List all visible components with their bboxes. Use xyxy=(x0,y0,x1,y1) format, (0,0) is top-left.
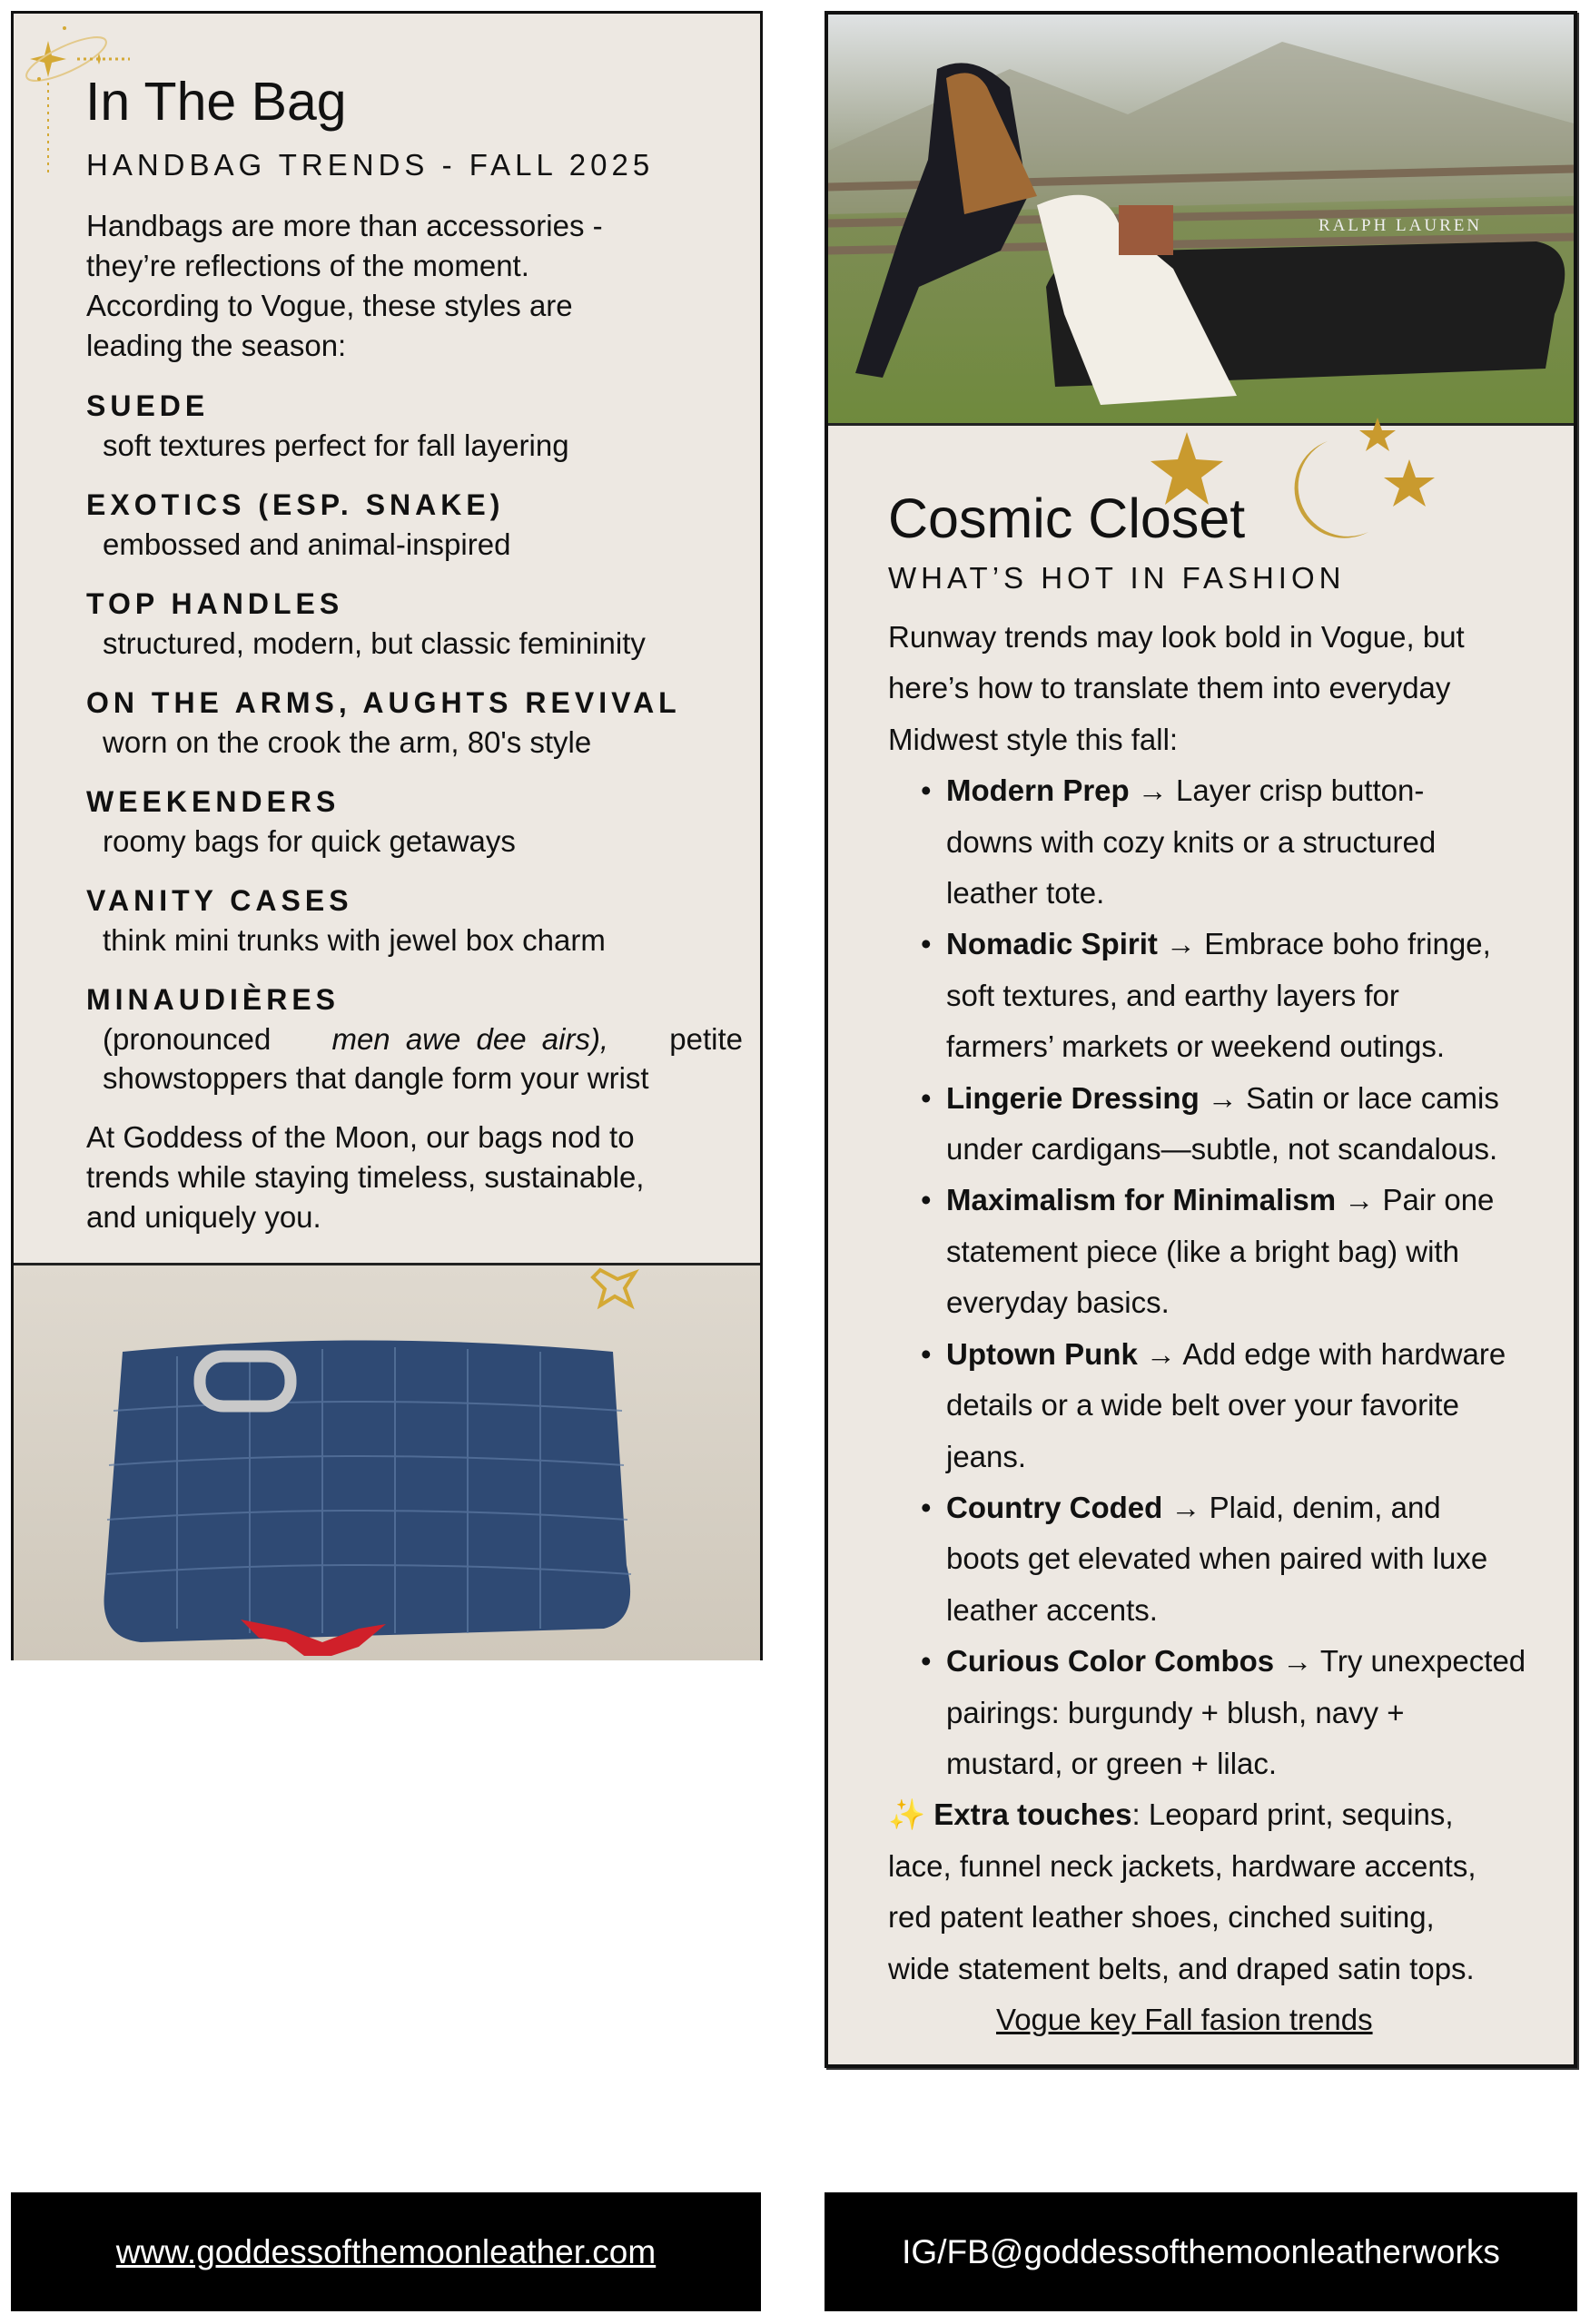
text-line: boots get elevated when paired with luxe xyxy=(946,1541,1488,1576)
trend-desc xyxy=(86,1019,743,1059)
trend-bullet-color-combos xyxy=(888,1636,1526,1789)
bullet-icon: • xyxy=(921,1080,932,1115)
closing-line: At Goddess of the Moon, our bags nod to xyxy=(86,1120,635,1154)
pronunciation: men awe dee airs), xyxy=(331,1022,609,1056)
trend-desc: showstoppers that dangle form your wrist xyxy=(103,1061,649,1095)
handbag-photo xyxy=(14,1263,760,1660)
text-line: Pair one xyxy=(1382,1183,1495,1217)
trend-heading: SUEDE xyxy=(86,389,210,422)
text-line: Layer crisp button- xyxy=(1176,773,1425,808)
trend-exotics xyxy=(86,486,743,564)
website-footer xyxy=(11,2192,761,2311)
trend-vanity-cases xyxy=(86,881,743,960)
extra-title: Extra touches xyxy=(933,1797,1132,1832)
text-line: pairings: burgundy + blush, navy + xyxy=(946,1695,1405,1729)
bullet-title: Nomadic Spirit xyxy=(946,927,1158,961)
text-line: under cardigans—subtle, not scandalous. xyxy=(946,1132,1498,1167)
arrow-icon: → xyxy=(1166,927,1197,961)
left-content xyxy=(86,206,743,1237)
social-footer xyxy=(825,2192,1577,2311)
text-line: red patent leather shoes, cinched suiting, xyxy=(888,1900,1435,1935)
closing-line: and uniquely you. xyxy=(86,1200,321,1234)
intro-paragraph xyxy=(86,206,743,366)
bullet-title: Maximalism for Minimalism xyxy=(946,1183,1337,1217)
bullet-icon: • xyxy=(921,927,932,961)
trend-desc: embossed and animal-inspired xyxy=(103,527,511,561)
text-line: farmers’ markets or weekend outings. xyxy=(946,1029,1445,1064)
trend-heading: VANITY CASES xyxy=(86,884,353,917)
trend-desc: soft textures perfect for fall layering xyxy=(103,428,569,462)
ralph-lauren-photo xyxy=(828,15,1574,426)
text-line: leather tote. xyxy=(946,876,1105,911)
bullet-icon: • xyxy=(921,1183,932,1217)
bullet-title: Uptown Punk xyxy=(946,1336,1138,1371)
trend-bullet-lingerie-dressing xyxy=(888,1073,1526,1176)
arrow-icon: → xyxy=(1145,1336,1176,1371)
bullet-title: Modern Prep xyxy=(946,773,1130,808)
trend-minaudieres xyxy=(86,980,743,1098)
text-line: leather accents. xyxy=(946,1592,1158,1627)
bullet-title: Curious Color Combos xyxy=(946,1644,1275,1679)
right-content xyxy=(888,612,1526,2045)
intro-line: According to Vogue, these styles are xyxy=(86,289,573,322)
intro-line: Midwest style this fall: xyxy=(888,722,1179,756)
trend-heading: TOP HANDLES xyxy=(86,587,344,620)
in-the-bag-panel xyxy=(11,11,763,1660)
trend-heading: MINAUDIÈRES xyxy=(86,983,341,1016)
bullet-icon: • xyxy=(921,1336,932,1371)
bullet-icon: • xyxy=(921,773,932,808)
text-line: mustard, or green + lilac. xyxy=(946,1746,1278,1780)
intro-line: Handbags are more than accessories - xyxy=(86,209,603,242)
trend-desc: roomy bags for quick getaways xyxy=(103,824,516,858)
text-line: Plaid, denim, and xyxy=(1209,1490,1441,1524)
trend-desc: worn on the crook the arm, 80's style xyxy=(103,725,592,759)
arrow-icon: → xyxy=(1137,773,1168,808)
website-link[interactable]: www.goddessofthemoonleather.com xyxy=(115,2232,657,2270)
trend-heading: WEEKENDERS xyxy=(86,785,341,818)
trend-bullet-nomadic-spirit xyxy=(888,919,1526,1072)
trend-heading: ON THE ARMS, AUGHTS REVIVAL xyxy=(86,686,681,719)
trend-suede xyxy=(86,387,743,465)
text-line: Embrace boho fringe, xyxy=(1204,927,1491,961)
text-line: lace, funnel neck jackets, hardware accents, xyxy=(888,1848,1476,1883)
text-line: statement piece (like a bright bag) with xyxy=(946,1234,1459,1268)
arrow-icon: → xyxy=(1344,1183,1375,1217)
subtitle: HANDBAG TRENDS - FALL 2025 xyxy=(86,148,655,182)
vogue-trends-link[interactable]: Vogue key Fall fasion trends xyxy=(996,2002,1373,2036)
trend-bullet-uptown-punk xyxy=(888,1329,1526,1482)
photo-caption: RALPH LAUREN xyxy=(1318,216,1483,235)
cosmic-closet-panel xyxy=(825,11,1577,2068)
bullet-title: Country Coded xyxy=(946,1490,1163,1524)
arrow-icon: → xyxy=(1207,1080,1238,1115)
closing-paragraph xyxy=(86,1118,743,1237)
closing-line: trends while staying timeless, sustainable, xyxy=(86,1160,645,1194)
arrow-icon: → xyxy=(1282,1644,1313,1679)
sparkles-icon: ✨ xyxy=(888,1797,926,1832)
text-line: Satin or lace camis xyxy=(1246,1080,1499,1115)
intro-line: leading the season: xyxy=(86,329,347,362)
text-line: wide statement belts, and draped satin tops. xyxy=(888,1951,1475,1985)
trend-bullet-country-coded xyxy=(888,1482,1526,1636)
trend-on-the-arms xyxy=(86,684,743,762)
section-title: Cosmic Closet xyxy=(888,487,1246,549)
trend-bullet-maximalism xyxy=(888,1175,1526,1328)
pronounced-label: (pronounced xyxy=(103,1022,272,1056)
arrow-icon: → xyxy=(1170,1490,1201,1524)
intro-line: they’re reflections of the moment. xyxy=(86,249,529,282)
text-line: Add edge with hardware xyxy=(1182,1336,1506,1371)
trend-heading: EXOTICS (ESP. SNAKE) xyxy=(86,488,505,521)
text-line: downs with cozy knits or a structured xyxy=(946,824,1437,859)
social-handle: IG/FB@goddessofthemoonleatherworks xyxy=(902,2232,1500,2270)
trend-top-handles xyxy=(86,585,743,663)
text-line: Try unexpected xyxy=(1319,1644,1526,1679)
desc-text: petite xyxy=(669,1022,743,1056)
text-line: : Leopard print, sequins, xyxy=(1131,1797,1454,1832)
text-line: details or a wide belt over your favorite xyxy=(946,1388,1459,1423)
intro-line: here’s how to translate them into everyday xyxy=(888,671,1451,705)
section-subtitle: WHAT’S HOT IN FASHION xyxy=(888,561,1346,595)
intro-line: Runway trends may look bold in Vogue, but xyxy=(888,620,1465,654)
text-line: jeans. xyxy=(946,1439,1027,1473)
trend-desc: structured, modern, but classic femininity xyxy=(103,626,646,660)
trend-desc: think mini trunks with jewel box charm xyxy=(103,923,606,957)
extra-touches xyxy=(888,1789,1526,1994)
trend-bullet-modern-prep xyxy=(888,765,1526,919)
text-line: soft textures, and earthy layers for xyxy=(946,978,1399,1012)
trend-weekenders xyxy=(86,783,743,861)
text-line: everyday basics. xyxy=(946,1285,1170,1320)
croc-clutch-image xyxy=(14,1265,760,1660)
bullet-title: Lingerie Dressing xyxy=(946,1080,1200,1115)
bullet-icon: • xyxy=(921,1490,932,1524)
bullet-icon: • xyxy=(921,1644,932,1679)
page-title: In The Bag xyxy=(85,72,347,132)
